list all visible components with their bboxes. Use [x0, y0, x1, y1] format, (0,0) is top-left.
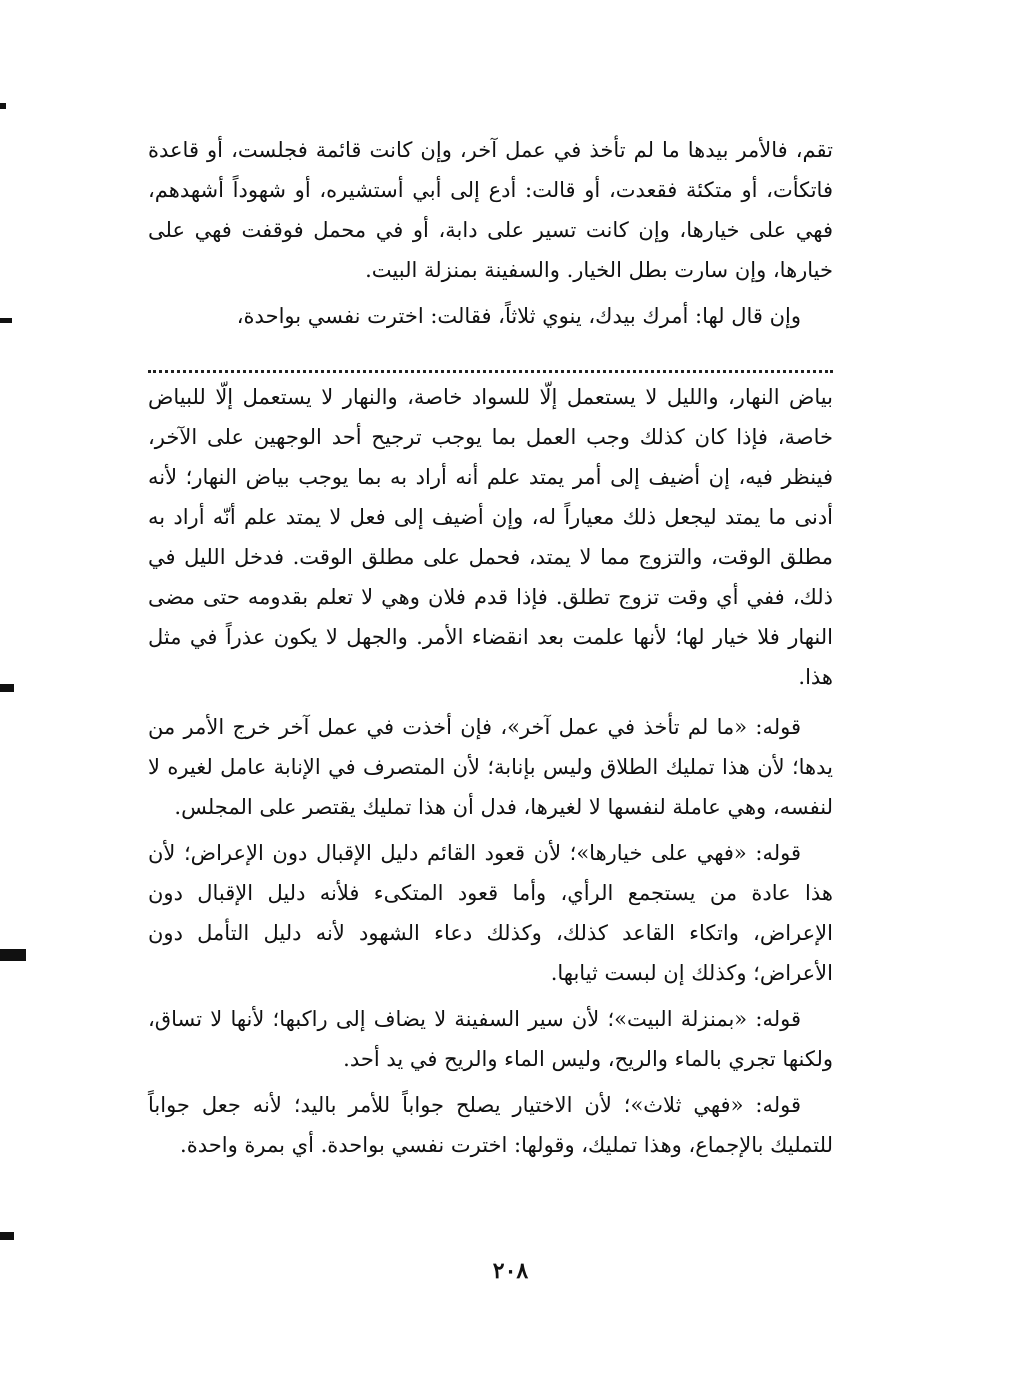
scan-edge-mark [0, 684, 14, 692]
scan-edge-mark [0, 318, 12, 323]
scan-edge-mark [0, 1232, 14, 1240]
footnote-separator [148, 370, 833, 373]
commentary-paragraph: قوله: «فهي على خيارها»؛ لأن قعود القائم دليل الإقبال دون الإعراض؛ لأن هذا عادة من يستجمع الرأي، وأما قعود المتكىء فلأنه دليل الإقبال دون الإعراض، واتكاء القاعد كذلك، وكذلك دعاء الشهود لأنه دليل التأمل دون الأعراض؛ وكذلك إن لبست ثيابها. [148, 841, 833, 985]
commentary-paragraph: بياض النهار، والليل لا يستعمل إلّا للسواد خاصة، والنهار لا يستعمل إلّا للبياض خاصة، فإذا كان كذلك وجب العمل بما يوجب ترجيح أحد الوجهين على الآخر، فينظر فيه، إن أضيف إلى أمر يمتد علم أنه أراد به بما يوجب بياض النهار؛ لأنه أدنى ما يمتد ليجعل ذلك معياراً له، وإن أضيف إلى فعل لا يمتد علم أنّه أراد به مطلق الوقت، والتزوج مما لا يمتد، فحمل على مطلق الوقت. فدخل الليل في ذلك، ففي أي وقت تزوج تطلق. فإذا قدم فلان وهي لا تعلم بقدومه حتى مضى النهار فلا خيار لها؛ لأنها علمت بعد انقضاء الأمر. والجهل لا يكون عذراً في مثل هذا. [148, 385, 833, 689]
scan-edge-mark [0, 949, 26, 961]
commentary-paragraph: قوله: «بمنزلة البيت»؛ لأن سير السفينة لا يضاف إلى راكبها؛ لأنها لا تساق، ولكنها تجري بالماء والريح، وليس الماء والريح في يد أحد. [148, 1007, 833, 1071]
main-paragraph: وإن قال لها: أمرك بيدك، ينوي ثلاثاً، فقالت: اخترت نفسي بواحدة، [236, 304, 801, 328]
commentary-paragraph: قوله: «ما لم تأخذ في عمل آخر»، فإن أخذت في عمل آخر خرج الأمر من يدها؛ لأن هذا تمليك الطلاق وليس بإنابة؛ لأن المتصرف في الإنابة عامل لغيره لا لنفسه، وهي عاملة لنفسها لا لغيرها، فدل أن هذا تمليك يقتصر على المجلس. [148, 715, 833, 819]
scan-edge-mark [0, 103, 6, 109]
page-body [148, 130, 833, 1165]
page-number: ٢٠٨ [492, 1258, 529, 1284]
main-text [148, 130, 833, 336]
commentary [148, 377, 833, 1165]
commentary-paragraph: قوله: «فهي ثلاث»؛ لأن الاختيار يصلح جواباً للأمر باليد؛ لأنه جعل جواباً للتمليك بالإجماع، وهذا تمليك، وقولها: اخترت نفسي بواحدة. أي بمرة واحدة. [148, 1093, 833, 1157]
main-paragraph: تقم، فالأمر بيدها ما لم تأخذ في عمل آخر، وإن كانت قائمة فجلست، أو قاعدة فاتكأت، أو متكئة فقعدت، أو قالت: أدع إلى أبي أستشيره، أو شهوداً أشهدهم، فهي على خيارها، وإن كانت تسير على دابة، أو في محمل فوقفت فهي على خيارها، وإن سارت بطل الخيار. والسفينة بمنزلة البيت. [148, 138, 833, 282]
